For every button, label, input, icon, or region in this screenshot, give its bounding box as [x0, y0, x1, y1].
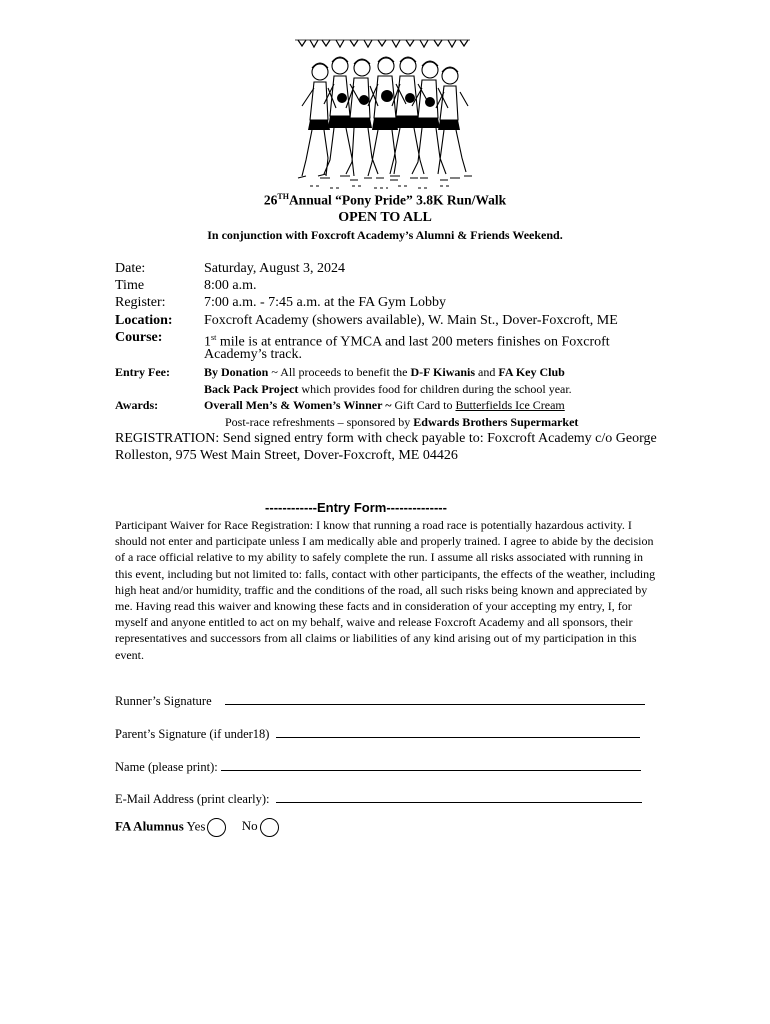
location-label: Location:	[115, 313, 173, 328]
open-to-all-heading: OPEN TO ALL	[338, 210, 432, 225]
refreshments-row: Post-race refreshments – sponsored by Edwards Brothers Supermarket	[225, 415, 579, 429]
course-label: Course:	[115, 330, 163, 345]
time-label: Time	[115, 278, 145, 293]
time-value: 8:00 a.m.	[204, 278, 257, 293]
date-label: Date:	[115, 261, 146, 276]
yes-label: Yes	[186, 818, 206, 834]
register-value: 7:00 a.m. - 7:45 a.m. at the FA Gym Lobby	[204, 295, 446, 310]
date-value: Saturday, August 3, 2024	[204, 261, 346, 276]
register-label: Register:	[115, 295, 166, 310]
fee-value-cont: Back Pack Project which provides food for children during the school year.	[204, 382, 572, 396]
course-value: 1st mile is at entrance of YMCA and last 200 meters finishes on Foxcroft	[204, 333, 610, 350]
fee-value: By Donation ~ All proceeds to benefit the D-F Kiwanis and FA Key Club	[204, 365, 565, 379]
name-label: Name (please print):	[115, 760, 218, 774]
yes-radio[interactable]	[207, 818, 226, 837]
email-row	[115, 791, 642, 807]
runners-illustration	[290, 36, 475, 194]
runner-signature-field[interactable]	[225, 693, 645, 705]
alumnus-label: FA Alumnus	[115, 818, 184, 834]
registration-info: REGISTRATION: Send signed entry form with check payable to: Foxcroft Academy c/o George Rolleston, 975 West Main Street, Dover-Foxcroft, ME 04426	[115, 431, 657, 463]
conjunction-subtitle: In conjunction with Foxcroft Academy’s Alumni & Friends Weekend.	[207, 228, 563, 242]
awards-label: Awards:	[115, 398, 159, 412]
email-field[interactable]	[276, 791, 642, 803]
bunting-flags	[295, 40, 470, 47]
parent-signature-label: Parent’s Signature (if under18)	[115, 727, 270, 741]
email-label: E-Mail Address (print clearly):	[115, 792, 270, 806]
runner-signature-row	[115, 693, 645, 709]
course-value-cont: Academy’s track.	[204, 347, 302, 362]
participant-waiver: Participant Waiver for Race Registration: I know that running a road race is potentially hazardous activity. I should not enter and participate unless I am medically able and properly trained. I agree to abide by the decision of a race official relative to my ability to safely complete the run. I assume all risks associated with running in this event, including but not limited to: falls, contact with other participants, the effects of the weather, including high heat and/or humidity, traffic and the conditions of the road, all such risks being known and appreciated by me. Having read this waiver and knowing these facts and in consideration of your accepting my entry, I, for myself and anyone entitled to act on my behalf, waive and release Foxcroft Academy and all sponsors, their representatives and successors from all claims or liabilities of any kind arising out of my participation in this event.	[115, 518, 656, 662]
name-row	[115, 759, 641, 775]
location-value: Foxcroft Academy (showers available), W. Main St., Dover-Foxcroft, ME	[204, 313, 618, 328]
parent-signature-row	[115, 726, 640, 742]
alumnus-row	[115, 818, 285, 837]
parent-signature-field[interactable]	[276, 726, 640, 738]
runner-signature-label: Runner’s Signature	[115, 694, 212, 708]
no-label: No	[241, 818, 258, 834]
fee-label: Entry Fee:	[115, 365, 170, 379]
awards-value: Overall Men’s & Women’s Winner ~ Gift Card to Butterfields Ice Cream	[204, 398, 565, 412]
race-title: 26THAnnual “Pony Pride” 3.8K Run/Walk	[263, 192, 507, 208]
name-field[interactable]	[221, 759, 641, 771]
no-radio[interactable]	[260, 818, 279, 837]
entry-form-heading: ------------Entry Form--------------	[265, 500, 447, 515]
